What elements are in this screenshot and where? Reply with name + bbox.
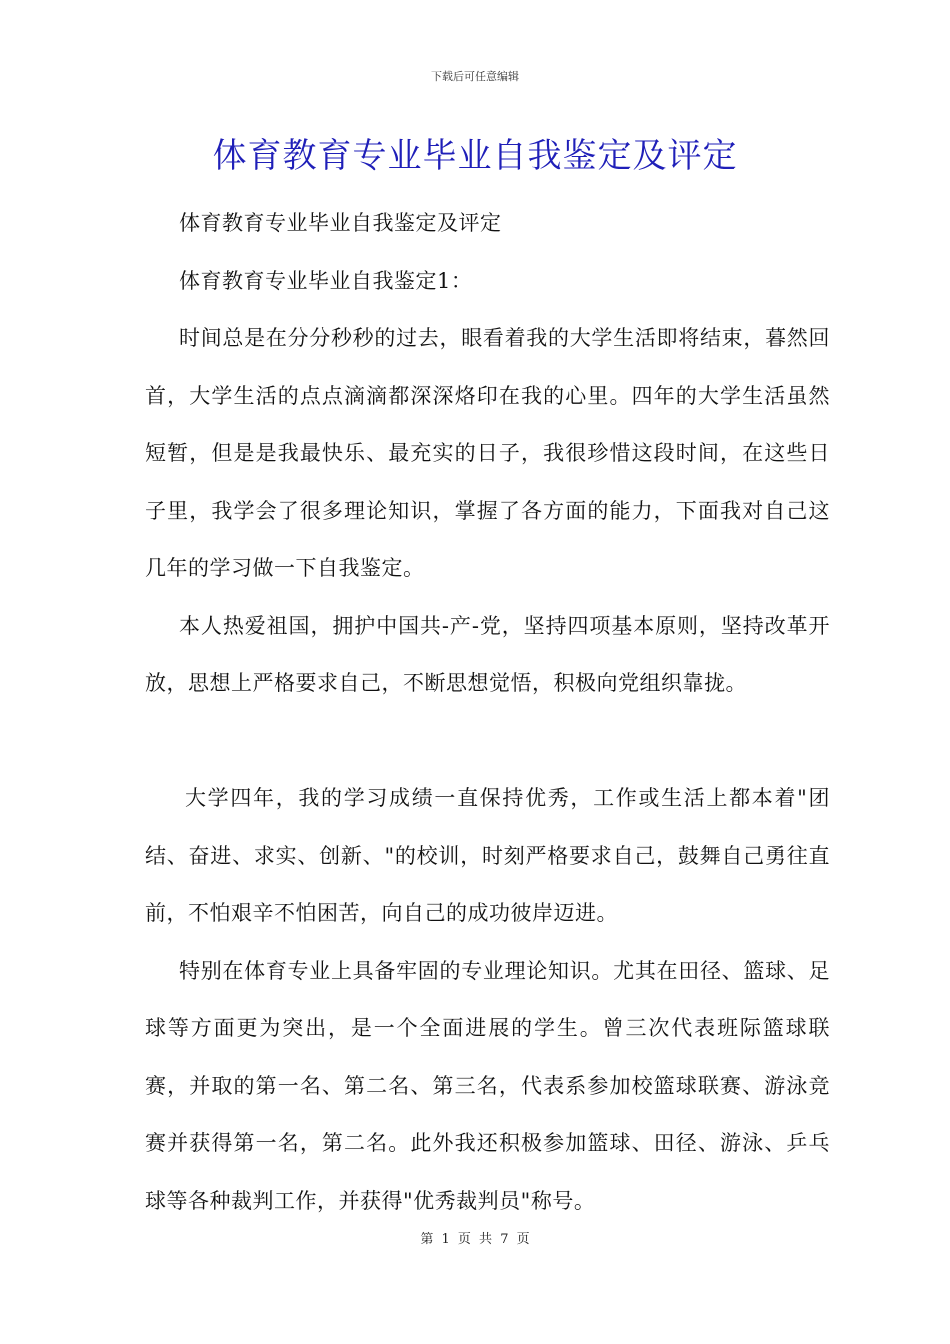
document-title: 体育教育专业毕业自我鉴定及评定 xyxy=(212,136,738,176)
page-number-footer: 第 1 页 共 7 页 xyxy=(420,1232,530,1247)
body-paragraph: 特别在体育专业上具备牢固的专业理论知识。尤其在田径、篮球、足球等方面更为突出，是一个全面进展的学生。曾三次代表班际篮球联赛，并取的第一名、第二名、第三名，代表系参加校篮球联赛、游泳竞赛并获得第一名，第二名。此外我还积极参加篮球、田径、游泳、乒乓球等各种裁判工作，并获得"优秀裁判员"称号。 xyxy=(145,958,830,1213)
section-heading-paragraph: 体育教育专业毕业自我鉴定1： xyxy=(179,268,473,293)
body-block-top xyxy=(145,195,830,713)
subtitle-paragraph: 体育教育专业毕业自我鉴定及评定 xyxy=(179,211,502,235)
body-paragraph: 本人热爱祖国，拥护中国共-产-党，坚持四项基本原则，坚持改革开放，思想上严格要求自己，不断思想觉悟，积极向党组织靠拢。 xyxy=(145,613,830,695)
body-block-bottom xyxy=(145,770,830,1230)
header-note: 下载后可任意编辑 xyxy=(431,70,519,83)
body-paragraph: 大学四年，我的学习成绩一直保持优秀，工作或生活上都本着"团结、奋进、求实、创新、"的校训，时刻严格要求自己，鼓舞自己勇往直前，不怕艰辛不怕困苦，向自己的成功彼岸迈进。 xyxy=(145,786,830,925)
body-paragraph: 时间总是在分分秒秒的过去，眼看着我的大学生活即将结束，暮然回首，大学生活的点点滴滴都深深烙印在我的心里。四年的大学生活虽然短暂，但是是我最快乐、最充实的日子，我很珍惜这段时间，在这些日子里，我学会了很多理论知识，掌握了各方面的能力，下面我对自己这几年的学习做一下自我鉴定。 xyxy=(145,326,830,580)
